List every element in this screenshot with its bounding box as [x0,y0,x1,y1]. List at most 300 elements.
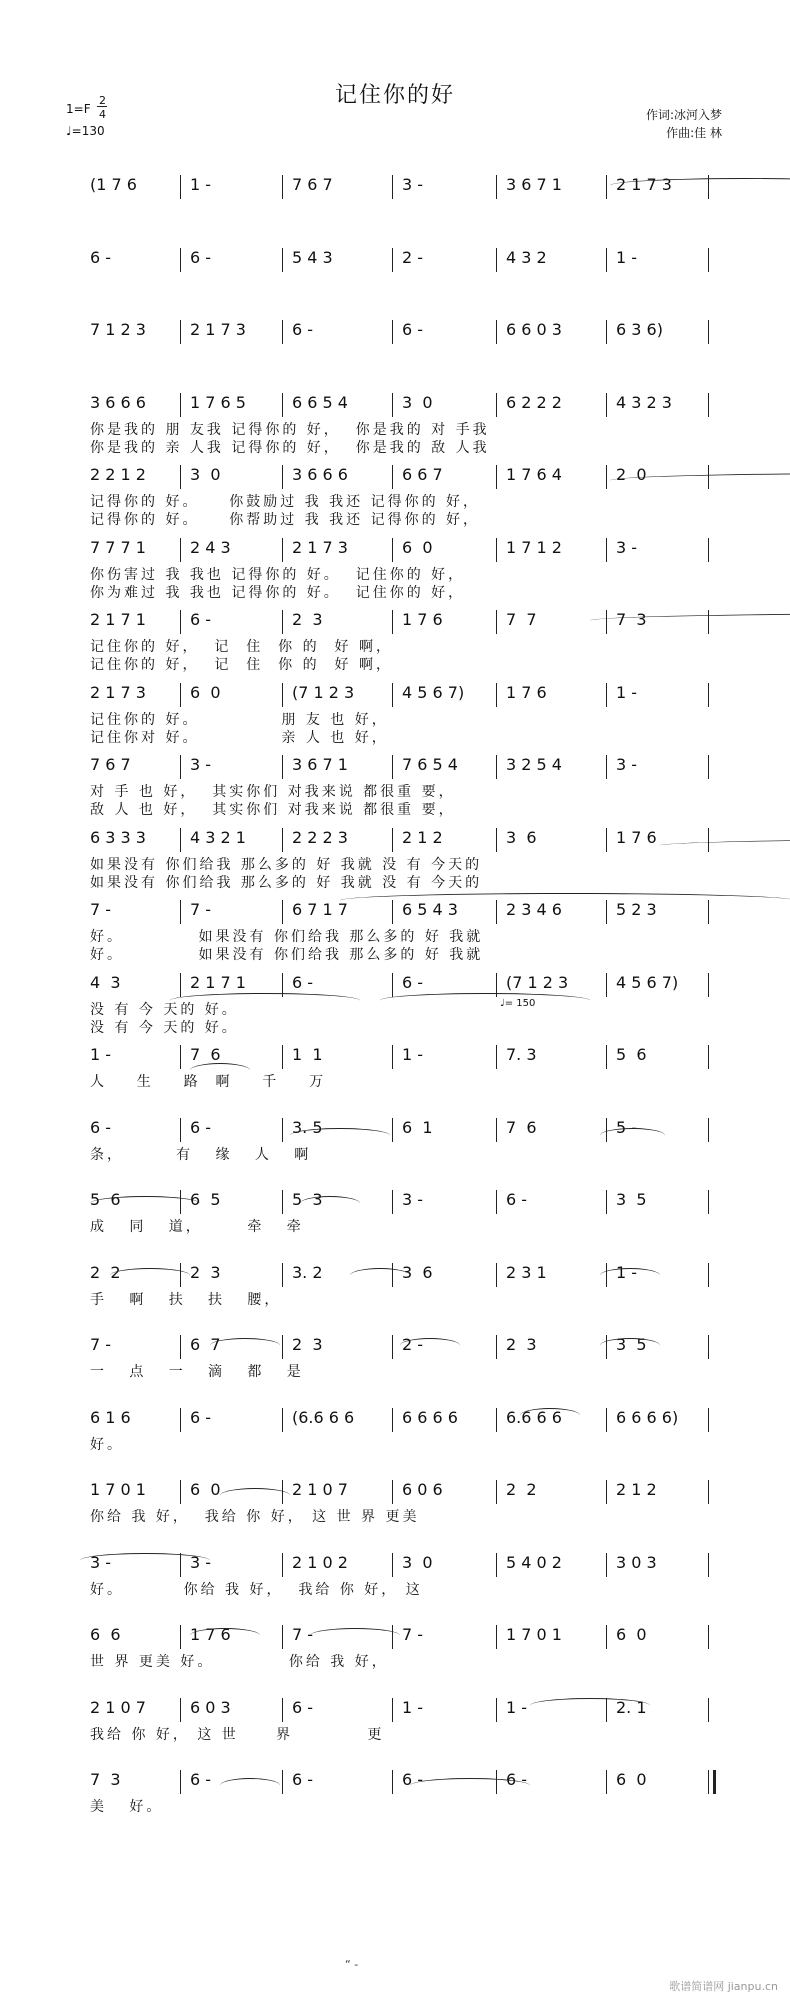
measure-notes: 3 - [190,755,212,774]
measure-notes: 2 - [402,248,424,267]
bar-line [708,683,709,707]
bar-line [708,1408,709,1432]
measure-notes: 3 - [616,755,638,774]
measure-notes: 6 - [190,1770,212,1789]
measure-notes: 2 3 4 6 [506,900,562,919]
bar-line [282,828,283,852]
lyric-line: 如果没有 你们给我 那么多的 好 我就 没 有 今天的 [90,857,483,873]
measure-notes: 7 - [90,900,112,919]
measure-notes: 7 7 7 1 [90,538,146,557]
measure-notes: 6 5 [190,1190,221,1209]
measure-notes: 6 6 6 6 [402,1408,458,1427]
measure-notes: 1 1 [292,1045,323,1064]
measure-notes: 2 3 [292,610,323,629]
lyric-line: 好。 如果没有 你们给我 那么多的 好 我就 [90,947,484,963]
slur [110,1268,190,1283]
measure-notes: 7 - [90,1335,112,1354]
measure-notes: 6 6 0 3 [506,320,562,339]
measure-notes: 2. 1 [616,1698,647,1717]
measure-notes: 7 - [190,900,212,919]
measure-notes: 3 - [90,1553,112,1572]
measure-notes: 2 1 7 3 [616,175,672,194]
bar-line [606,248,607,272]
measure-notes: 6 - [292,973,314,992]
lyric-line: 好。 如果没有 你们给我 那么多的 好 我就 [90,929,484,945]
bar-line [496,610,497,634]
slur [90,1196,200,1211]
measure-notes: 6 0 3 [190,1698,231,1717]
measure-notes: 6 0 [190,1480,221,1499]
bar-line [180,1625,181,1649]
measure-notes: 6 2 2 2 [506,393,562,412]
measure-notes: (7 1 2 3 [506,973,569,992]
lyric-line: 好。 [90,1437,124,1453]
slur [210,1338,280,1353]
bar-line [606,465,607,489]
lyric-line: 你是我的 亲 人我 记得你的 好， 你是我的 敌 人我 [90,440,490,456]
bar-line [708,393,709,417]
measure-notes: 6 3 3 3 [90,828,146,847]
bar-line [282,1263,283,1287]
bar-line [606,1480,607,1504]
measure-notes: 3 6 6 6 [90,393,146,412]
measure-notes: 5 3 [292,1190,323,1209]
lyric-line: 没 有 今 天的 好。 [90,1020,239,1036]
measure-notes: 3 0 3 [616,1553,657,1572]
time-signature-numerator: 2 [99,94,106,107]
slur [600,1268,660,1283]
bar-line [496,1553,497,1577]
measure-notes: 7 6 [506,1118,537,1137]
bar-line [496,755,497,779]
measure-notes: 6 7 [190,1335,221,1354]
bar-line [180,1335,181,1359]
measure-notes: 4 5 6 7) [616,973,679,992]
measure-notes: 4 5 6 7) [402,683,465,702]
bar-line [708,1698,709,1722]
lyric-line: 记住你对 好。 亲 人 也 好， [90,730,389,746]
measure-notes: 1 7 1 2 [506,538,562,557]
measure-notes: 1 7 6 [402,610,443,629]
lyric-line: 记住你的 好。 朋 友 也 好， [90,712,389,728]
measure-notes: 1 7 6 [616,828,657,847]
measure-notes: 6 6 7 [402,465,443,484]
bar-line [496,1698,497,1722]
bar-line [708,1190,709,1214]
measure-notes: 5 6 [616,1045,647,1064]
measure-notes: 6 - [190,1118,212,1137]
measure-notes: 3 2 5 4 [506,755,562,774]
bar-line [708,973,709,997]
measure-notes: 4 3 2 1 [190,828,246,847]
bar-line [180,320,181,344]
measure-notes: 3 0 [190,465,221,484]
lyric-line: 如果没有 你们给我 那么多的 好 我就 没 有 今天的 [90,875,483,891]
measure-notes: 2 1 7 1 [190,973,246,992]
bar-line [282,538,283,562]
lyric-line: 对 手 也 好， 其实你们 对我来说 都很重 要， [90,784,456,800]
measure-notes: 1 - [90,1045,112,1064]
measure-notes: 1 7 6 [190,1625,231,1644]
bar-line [180,538,181,562]
bar-line [282,1553,283,1577]
bar-line [496,683,497,707]
measure-notes: 7 3 [616,610,647,629]
bar-line [496,320,497,344]
time-signature-denominator: 4 [99,108,106,121]
bar-line [180,1118,181,1142]
slur [310,1628,400,1643]
measure-notes: 1 - [616,683,638,702]
lyric-line: 条， 有 缘 人 啊 [90,1147,312,1163]
bar-line [282,320,283,344]
measure-notes: 2 1 7 1 [90,610,146,629]
bar-line [392,248,393,272]
tempo-marking: ♩=130 [66,124,105,138]
measure-notes: 5 6 [90,1190,121,1209]
measure-notes: 6 1 6 [90,1408,131,1427]
measure-notes: 3 6 6 6 [292,465,348,484]
measure-notes: 1 7 6 5 [190,393,246,412]
slur [220,1778,280,1793]
measure-notes: 6 - [506,1190,528,1209]
bar-line [708,755,709,779]
lyric-line: 成 同 道， 牵 牵 [90,1219,304,1235]
measure-notes: 2 1 7 3 [90,683,146,702]
bar-line [180,175,181,199]
measure-notes: 6 - [292,320,314,339]
bar-line [392,465,393,489]
measure-notes: 2 1 7 3 [292,538,348,557]
measure-notes: 2 4 3 [190,538,231,557]
measure-notes: 6 0 [616,1770,647,1789]
measure-notes: 6 - [292,1770,314,1789]
lyric-line: 你是我的 朋 友我 记得你的 好， 你是我的 对 手我 [90,422,490,438]
bar-line [180,1698,181,1722]
bar-line [282,248,283,272]
bar-line [282,465,283,489]
lyric-line: 记得你的 好。 你鼓励过 我 我还 记得你的 好， [90,494,481,510]
lyric-line: 我给 你 好， 这 世 界 更 [90,1727,385,1743]
measure-notes: 1 - [190,175,212,194]
bar-line [708,248,709,272]
measure-notes: (6.6 6 6 [292,1408,355,1427]
measure-notes: 4 3 2 3 [616,393,672,412]
bar-line [496,1408,497,1432]
bar-line [392,1480,393,1504]
bar-line [496,828,497,852]
measure-notes: 2 3 1 [506,1263,547,1282]
bar-line [282,175,283,199]
lyric-line: 记得你的 好。 你帮助过 我 我还 记得你的 好， [90,512,481,528]
measure-notes: 3 - [190,1553,212,1572]
bar-line [282,900,283,924]
bar-line [392,755,393,779]
bar-line [496,175,497,199]
measure-notes: (7 1 2 3 [292,683,355,702]
measure-notes: 7 - [402,1625,424,1644]
measure-notes: 6 - [190,248,212,267]
measure-notes: 6 0 [190,683,221,702]
bar-line [708,538,709,562]
measure-notes: 6 0 6 [402,1480,443,1499]
bar-line [180,1045,181,1069]
measure-notes: 2 2 1 2 [90,465,146,484]
lyric-line: 记住你的 好， 记 住 你 的 好 啊， [90,639,393,655]
measure-notes: 3 5 [616,1335,647,1354]
lyric-line: 世 界 更美 好。 你给 我 好， [90,1654,389,1670]
bar-line [496,1335,497,1359]
bar-line [180,248,181,272]
slur [530,1698,650,1713]
bar-line [392,320,393,344]
measure-notes: 2 1 2 [616,1480,657,1499]
measure-notes: 2 1 0 2 [292,1553,348,1572]
measure-notes: 2 - [402,1335,424,1354]
measure-notes: 2 2 [506,1480,537,1499]
lyric-line: 一 点 一 滴 都 是 [90,1364,304,1380]
bar-line [392,1045,393,1069]
measure-notes: 1 - [506,1698,528,1717]
lyric-line: 记住你的 好， 记 住 你 的 好 啊， [90,657,393,673]
measure-notes: 4 3 2 [506,248,547,267]
measure-notes: 7 7 [506,610,537,629]
bar-line [496,1263,497,1287]
measure-notes: 1 - [402,1698,424,1717]
measure-notes: 7 6 7 [292,175,333,194]
measure-notes: 4 3 [90,973,121,992]
lyric-line: 你伤害过 我 我也 记得你的 好。 记住你的 好， [90,567,466,583]
bar-line [180,465,181,489]
time-signature-line [97,106,107,107]
measure-notes: 2 1 0 7 [90,1698,146,1717]
measure-notes: 1 7 0 1 [90,1480,146,1499]
measure-notes: 3 6 7 1 [292,755,348,774]
measure-notes: 1 - [616,248,638,267]
measure-notes: 3 5 [616,1190,647,1209]
measure-notes: 6 1 [402,1118,433,1137]
lyric-line: 美 好。 [90,1799,164,1815]
slur [600,1338,660,1353]
bar-line [606,1553,607,1577]
bar-line [708,1553,709,1577]
measure-notes: 6 - [90,248,112,267]
bar-line [392,1553,393,1577]
measure-notes: 6 - [402,1770,424,1789]
bar-line [606,755,607,779]
bar-line [708,1335,709,1359]
bar-line [606,1625,607,1649]
bar-line [282,1408,283,1432]
measure-notes: 6 0 [402,538,433,557]
measure-notes: 2 1 7 3 [190,320,246,339]
bar-line [180,1770,181,1794]
measure-notes: 6 - [402,320,424,339]
site-watermark: 歌谱简谱网 jianpu.cn [669,1980,778,1993]
measure-notes: 6 3 6) [616,320,663,339]
bar-line [606,1770,607,1794]
bar-line [606,393,607,417]
measure-notes: 1 7 0 1 [506,1625,562,1644]
bar-line [180,828,181,852]
lyric-line: 人 生 路 啊 千 万 [90,1074,327,1090]
lyric-line: 你为难过 我 我也 记得你的 好。 记住你的 好， [90,585,466,601]
slur [340,893,790,908]
bar-line [606,828,607,852]
bar-line [708,1118,709,1142]
measure-notes: 6 6 [90,1625,121,1644]
slur [610,178,790,193]
bar-line [496,465,497,489]
bar-line [282,1698,283,1722]
measure-notes: 2 1 2 [402,828,443,847]
slur [520,1408,580,1423]
bar-line [180,900,181,924]
measure-notes: 6 6 6 6) [616,1408,679,1427]
measure-notes: 3 0 [402,1553,433,1572]
bar-line [606,320,607,344]
bar-line [392,828,393,852]
lyric-line: 敌 人 也 好， 其实你们 对我来说 都很重 要， [90,802,456,818]
bar-line [392,538,393,562]
slur [300,1196,360,1211]
bar-line [282,610,283,634]
measure-notes: 3 - [616,538,638,557]
bar-line [392,973,393,997]
measure-notes: 6 - [402,973,424,992]
bar-line [392,175,393,199]
measure-notes: 7. 3 [506,1045,537,1064]
measure-notes: 6 7 1 7 [292,900,348,919]
measure-notes: (1 7 6 [90,175,137,194]
measure-notes: 6 6 5 4 [292,393,348,412]
measure-notes: 2 0 [616,465,647,484]
slur [400,1338,460,1353]
measure-notes: 1 7 6 [506,683,547,702]
bar-line [392,1190,393,1214]
measure-notes: 6 - [292,1698,314,1717]
slur [220,1488,290,1503]
measure-notes: 2 3 [506,1335,537,1354]
measure-notes: 5 4 0 2 [506,1553,562,1572]
bar-line [180,393,181,417]
lyric-line: 手 啊 扶 扶 腰， [90,1292,282,1308]
measure-notes: 3. 2 [292,1263,323,1282]
measure-notes: 6 - [90,1118,112,1137]
bar-line [606,175,607,199]
bar-line [282,1118,283,1142]
slur [190,1063,250,1078]
measure-notes: 7 6 [190,1045,221,1064]
bar-line [708,320,709,344]
bar-line [606,1190,607,1214]
tempo-change-marking: ♩= 150 [500,998,536,1009]
footer-mark: “ - [345,1958,359,1971]
bar-line [496,1190,497,1214]
bar-line [180,973,181,997]
bar-line [708,1263,709,1287]
measure-notes: 1 - [616,1263,638,1282]
bar-line [282,1770,283,1794]
measure-notes: 3. 5 [292,1118,323,1137]
slur [380,993,590,1008]
key-signature: 1=F [66,102,91,116]
measure-notes: 6 5 4 3 [402,900,458,919]
measure-notes: 6.6 6 6 [506,1408,562,1427]
bar-line [606,538,607,562]
slur [170,993,360,1008]
bar-line [708,1045,709,1069]
measure-notes: 3 - [402,175,424,194]
bar-line [708,1480,709,1504]
measure-notes: 5 4 3 [292,248,333,267]
bar-line [282,1625,283,1649]
measure-notes: 3 6 [506,828,537,847]
lyric-line: 好。 你给 我 好， 我给 你 好， 这 [90,1582,423,1598]
bar-line [392,1770,393,1794]
bar-line [496,1480,497,1504]
measure-notes: 3 6 7 1 [506,175,562,194]
bar-line [708,1770,716,1794]
bar-line [392,610,393,634]
measure-notes: 1 - [402,1045,424,1064]
bar-line [180,683,181,707]
measure-notes: 2 2 2 3 [292,828,348,847]
bar-line [180,1480,181,1504]
composer-credit: 作曲:佳 林 [666,126,722,140]
slur [350,1268,410,1283]
lyric-line: 没 有 今 天的 好。 [90,1002,239,1018]
bar-line [496,1118,497,1142]
slur [410,1778,530,1793]
bar-line [392,1335,393,1359]
bar-line [606,973,607,997]
bar-line [606,1045,607,1069]
bar-line [496,1045,497,1069]
measure-notes: 5 2 3 [616,900,657,919]
measure-notes: 7 6 5 4 [402,755,458,774]
bar-line [180,755,181,779]
measure-notes: 2 2 [90,1263,121,1282]
bar-line [282,1335,283,1359]
bar-line [180,610,181,634]
measure-notes: 7 1 2 3 [90,320,146,339]
bar-line [496,248,497,272]
measure-notes: 6 - [190,1408,212,1427]
bar-line [496,1625,497,1649]
measure-notes: 2 3 [190,1263,221,1282]
measure-notes: 7 - [292,1625,314,1644]
measure-notes: 3 - [402,1190,424,1209]
bar-line [606,683,607,707]
measure-notes: 2 1 0 7 [292,1480,348,1499]
bar-line [282,393,283,417]
measure-notes: 7 3 [90,1770,121,1789]
bar-line [708,1625,709,1649]
measure-notes: 2 3 [292,1335,323,1354]
lyricist-credit: 作词:冰河入梦 [645,108,722,122]
slur [80,1553,210,1568]
bar-line [392,683,393,707]
bar-line [392,1118,393,1142]
measure-notes: 3 6 [402,1263,433,1282]
slur [190,1628,260,1643]
bar-line [392,1698,393,1722]
bar-line [496,393,497,417]
bar-line [392,1408,393,1432]
slur [600,1128,665,1143]
bar-line [282,1045,283,1069]
